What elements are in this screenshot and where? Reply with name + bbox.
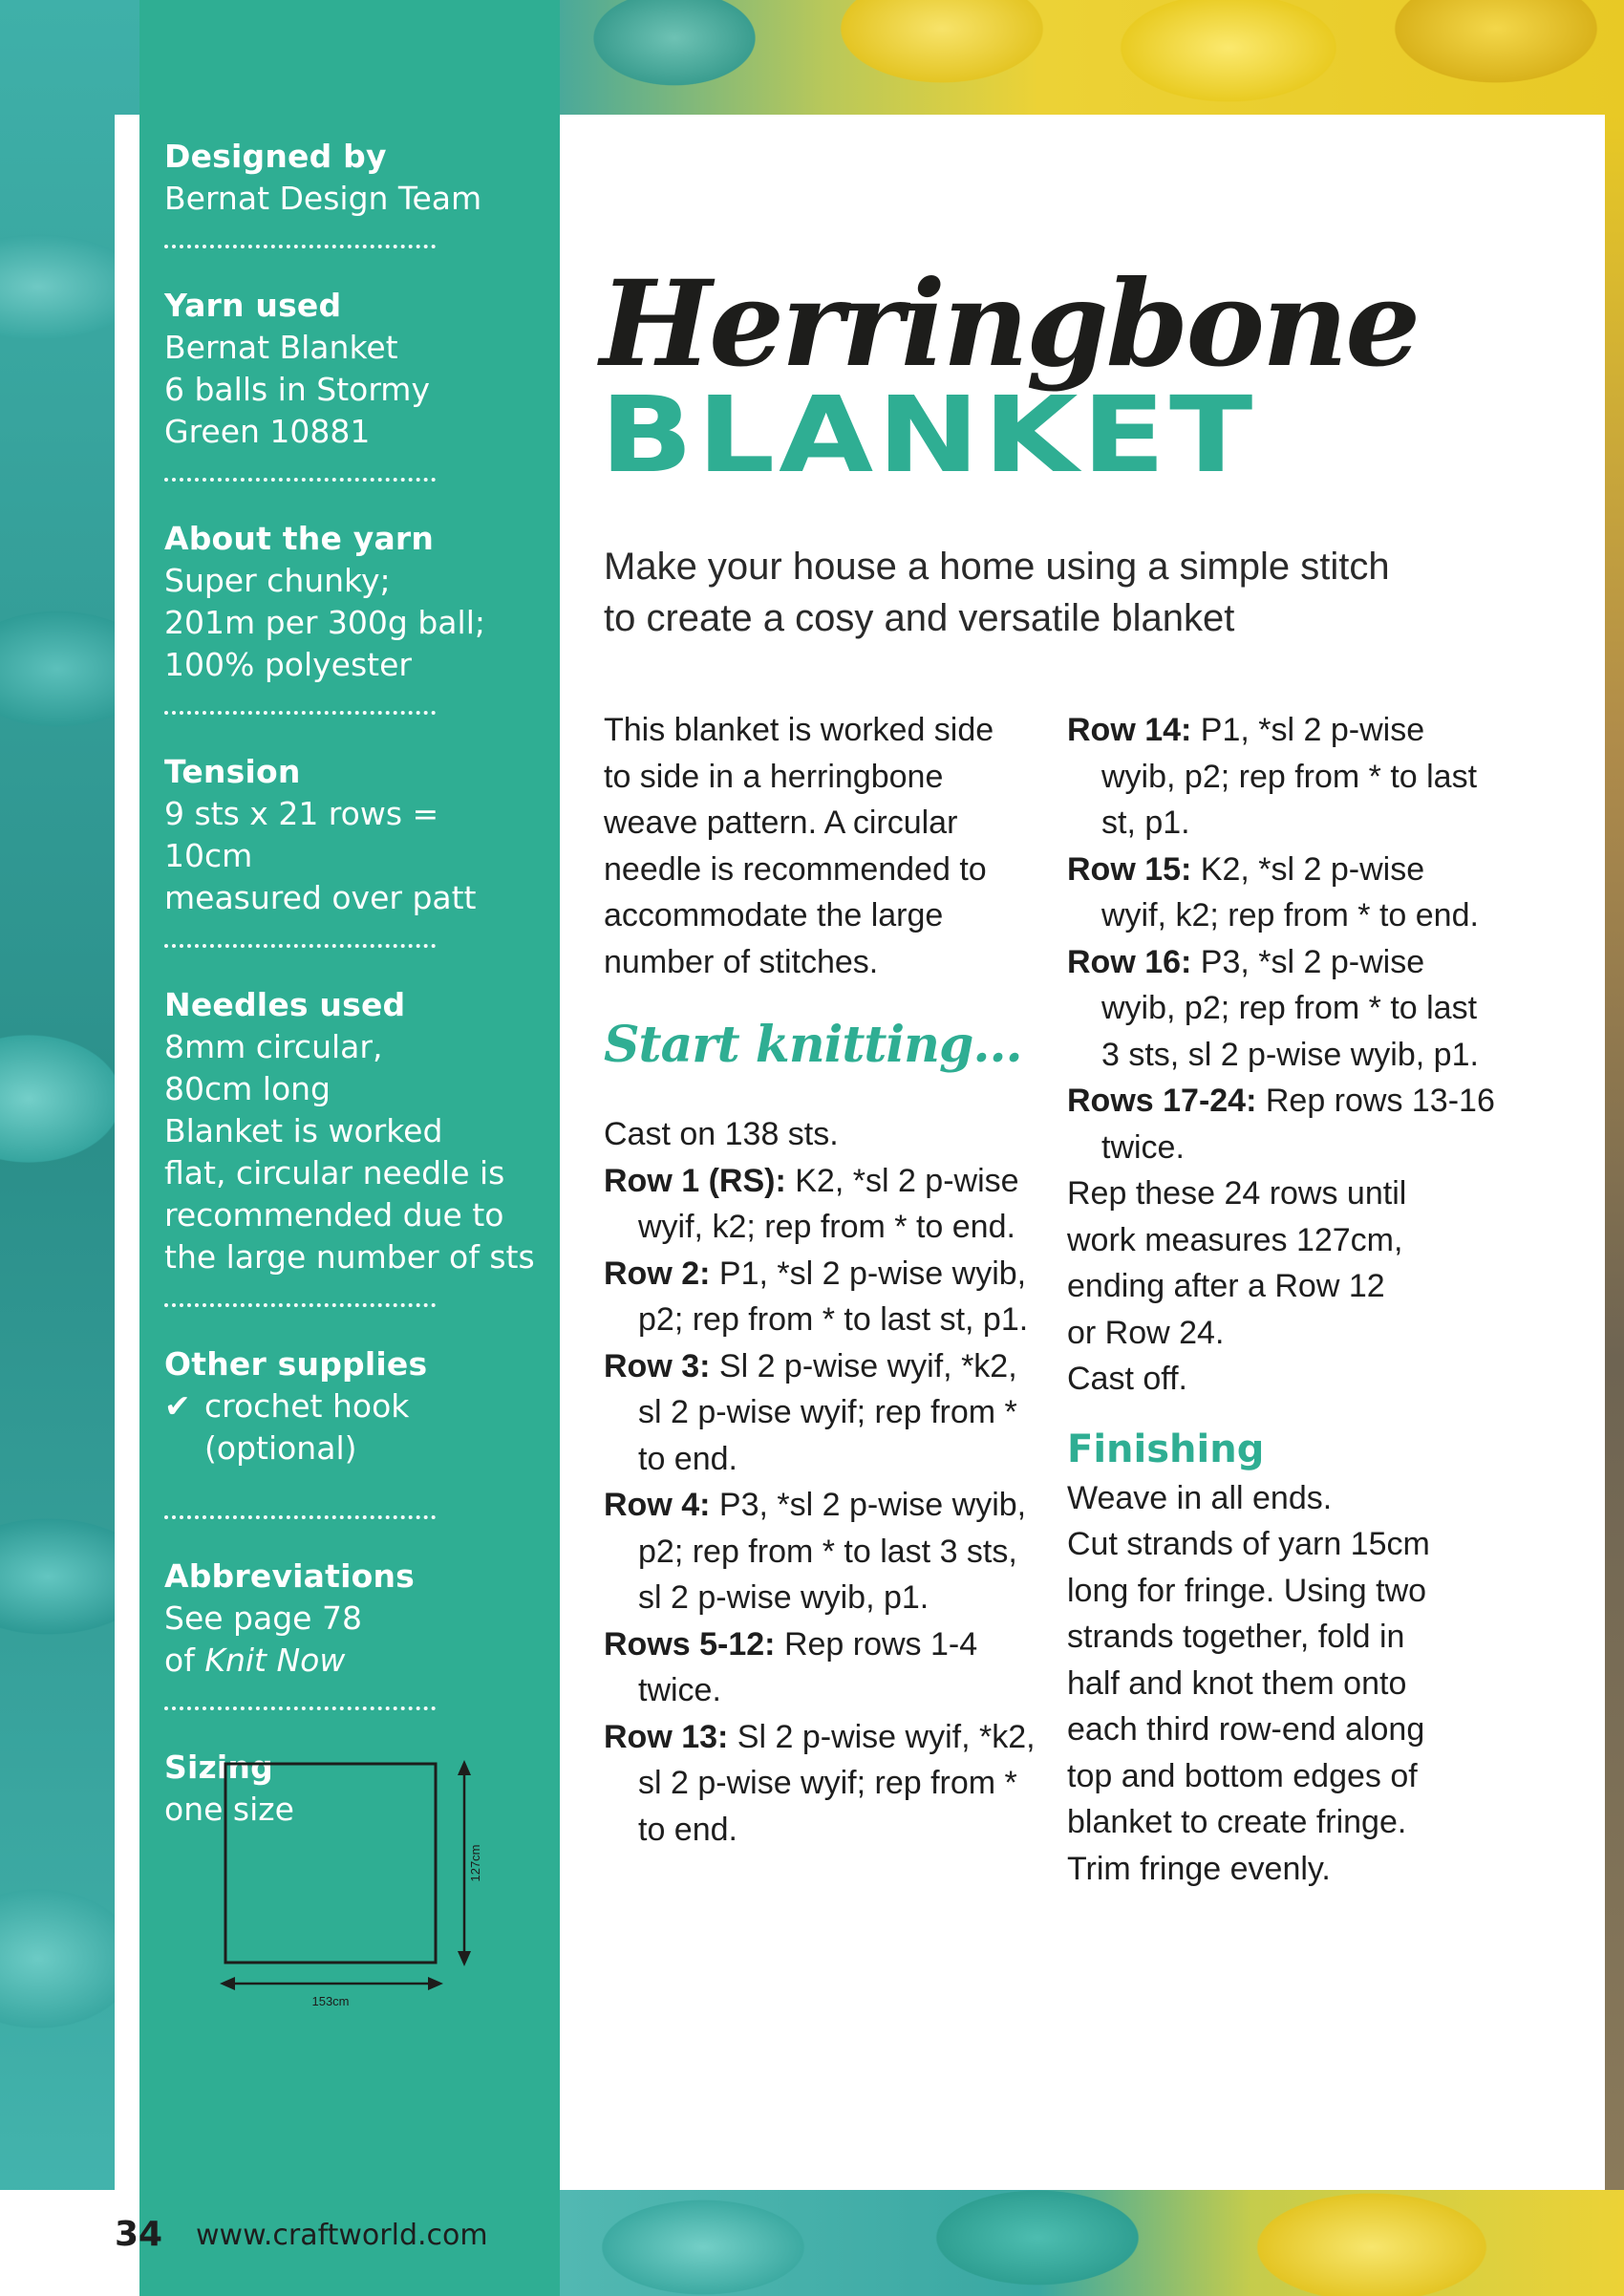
dotted-divider	[164, 1303, 436, 1307]
intro-line: needle is recommended to	[604, 850, 987, 888]
info-line: flat, circular needle is	[164, 1154, 505, 1191]
check-icon: ✔	[164, 1387, 191, 1425]
row-instruction: K2, *sl 2 p-wise wyif, k2; rep from * to end.	[638, 1162, 1019, 1245]
pattern-row	[1067, 707, 1497, 847]
info-line: 8mm circular,	[164, 1028, 383, 1065]
info-line	[164, 1640, 535, 1682]
supply-item	[164, 1385, 535, 1470]
row-instruction: P1, *sl 2 p-wise wyib, p2; rep from * to last st, p1.	[1101, 712, 1478, 841]
yarn-photo-right	[1605, 115, 1624, 2190]
row-label: Row 13:	[604, 1718, 729, 1755]
intro-line: accommodate the large	[604, 897, 944, 933]
info-line: 9 sts x 21 rows = 10cm	[164, 795, 439, 874]
row-label: Rows 17-24:	[1067, 1083, 1257, 1119]
row-label: Row 16:	[1067, 943, 1192, 980]
standfirst	[604, 541, 1483, 644]
row-instruction: Rep rows 13-16 twice.	[1101, 1083, 1495, 1166]
start-knitting-heading: Start knitting...	[604, 1016, 1022, 1074]
dotted-divider	[164, 245, 436, 248]
dotted-divider	[164, 478, 436, 482]
pattern-row	[604, 1343, 1043, 1483]
repeat-line: work measures 127cm,	[1067, 1221, 1403, 1258]
section-heading: Sizing	[164, 1749, 273, 1786]
size-value: one size	[164, 1791, 294, 1828]
section-heading: Other supplies	[164, 1345, 428, 1383]
intro-line: This blanket is worked side	[604, 712, 994, 748]
row-label: Rows 5-12:	[604, 1625, 776, 1663]
info-line: 6 balls in Stormy	[164, 371, 430, 408]
row-label: Row 4:	[604, 1487, 711, 1523]
designed-by-section	[164, 136, 535, 220]
intro-line: number of stitches.	[604, 943, 879, 980]
repeat-line: ending after a Row 12	[1067, 1268, 1385, 1304]
pattern-row	[604, 1158, 1043, 1251]
row-label: Row 3:	[604, 1347, 711, 1384]
arrow-head-icon	[220, 1977, 235, 1990]
repeat-line: or Row 24.	[1067, 1314, 1225, 1351]
standfirst-line: to create a cosy and versatile blanket	[604, 597, 1235, 639]
section-heading: Tension	[164, 753, 301, 790]
info-sidebar	[139, 0, 560, 2296]
website-url: www.craftworld.com	[196, 2219, 488, 2252]
size-diagram	[197, 1739, 522, 2026]
finishing-line: blanket to create fringe.	[1067, 1804, 1407, 1840]
section-heading: About the yarn	[164, 520, 435, 557]
row-instruction: Sl 2 p-wise wyif, *k2, sl 2 p-wise wyif; rep from * to end.	[638, 1718, 1036, 1848]
cast-on-line: Cast on 138 sts.	[604, 1116, 839, 1152]
section-heading: Abbreviations	[164, 1557, 416, 1595]
finishing-line: strands together, fold in	[1067, 1619, 1405, 1655]
finishing-line: each third row-end along	[1067, 1711, 1425, 1748]
dotted-divider	[164, 1515, 436, 1519]
needles-section	[164, 984, 535, 1278]
section-heading: Needles used	[164, 986, 406, 1023]
pattern-column-1	[604, 707, 1043, 1853]
yarn-photo-bottom	[560, 2190, 1624, 2296]
finishing-line: long for fringe. Using two	[1067, 1572, 1427, 1609]
width-label: 153cm	[311, 1994, 350, 2008]
pattern-row	[604, 1714, 1043, 1854]
other-supplies-section	[164, 1343, 535, 1470]
row-instruction: Sl 2 p-wise wyif, *k2, sl 2 p-wise wyif; rep from * to end.	[638, 1347, 1017, 1477]
intro-line: to side in a herringbone	[604, 758, 944, 795]
finishing-line: top and bottom edges of	[1067, 1757, 1418, 1794]
yarn-used-section	[164, 285, 535, 453]
pattern-row	[1067, 1078, 1497, 1170]
blanket-outline	[225, 1764, 436, 1963]
info-line: 80cm long	[164, 1070, 331, 1107]
info-line: Super chunky;	[164, 562, 391, 599]
info-line: Green 10881	[164, 413, 371, 450]
about-yarn-section	[164, 518, 535, 686]
cast-off-line: Cast off.	[1067, 1361, 1187, 1397]
title-script: Herringbone	[600, 255, 1419, 394]
info-line: Bernat Blanket	[164, 329, 398, 366]
tension-section	[164, 751, 535, 919]
dotted-divider	[164, 1706, 436, 1710]
height-label: 127cm	[468, 1844, 482, 1882]
of-word: of	[164, 1642, 195, 1679]
abbreviations-section	[164, 1556, 535, 1682]
dotted-divider	[164, 944, 436, 948]
row-label: Row 14:	[1067, 712, 1192, 748]
finishing-line: half and knot them onto	[1067, 1664, 1407, 1702]
finishing-line: Trim fringe evenly.	[1067, 1850, 1331, 1887]
finishing-line: Cut strands of yarn 15cm	[1067, 1526, 1430, 1562]
row-instruction: P3, *sl 2 p-wise wyib, p2; rep from * to last 3 sts, sl 2 p-wise wyib, p1.	[1101, 943, 1479, 1073]
designer-name: Bernat Design Team	[164, 180, 482, 217]
row-label: Row 1 (RS):	[604, 1162, 786, 1199]
info-line: See page 78	[164, 1599, 362, 1637]
row-instruction: Rep rows 1-4 twice.	[638, 1625, 978, 1708]
intro-line: weave pattern. A circular	[604, 805, 958, 841]
pattern-row	[1067, 939, 1497, 1079]
finishing-heading: Finishing	[1067, 1427, 1265, 1471]
info-line: the large number of sts	[164, 1238, 535, 1276]
repeat-line: Rep these 24 rows until	[1067, 1175, 1407, 1212]
dotted-divider	[164, 711, 436, 715]
section-heading: Yarn used	[164, 287, 342, 324]
yarn-photo-top	[560, 0, 1624, 115]
magazine-name: Knit Now	[204, 1642, 346, 1679]
info-line: 201m per 300g ball;	[164, 604, 485, 641]
pattern-row	[604, 1621, 1043, 1714]
standfirst-line: Make your house a home using a simple stitch	[604, 546, 1390, 588]
finishing-line: Weave in all ends.	[1067, 1479, 1333, 1516]
supply-name: crochet hook	[204, 1387, 410, 1425]
info-line: Blanket is worked	[164, 1112, 443, 1149]
row-label: Row 15:	[1067, 850, 1192, 888]
info-line: 100% polyester	[164, 646, 412, 683]
pattern-column-2	[1067, 707, 1497, 1892]
supply-note: (optional)	[204, 1429, 357, 1467]
pattern-row	[1067, 847, 1497, 939]
info-line: recommended due to	[164, 1196, 504, 1234]
row-label: Row 2:	[604, 1255, 711, 1292]
row-instruction: P1, *sl 2 p-wise wyib, p2; rep from * to last st, p1.	[638, 1255, 1029, 1338]
arrow-head-icon	[458, 1951, 471, 1966]
title-block: BLANKET	[600, 374, 1257, 497]
page-number: 34	[115, 2215, 163, 2254]
pattern-row	[604, 1482, 1043, 1621]
arrow-head-icon	[458, 1760, 471, 1775]
pattern-row	[604, 1251, 1043, 1343]
arrow-head-icon	[428, 1977, 443, 1990]
info-line: measured over patt	[164, 879, 477, 916]
section-heading: Designed by	[164, 138, 387, 175]
row-instruction: K2, *sl 2 p-wise wyif, k2; rep from * to end.	[1101, 850, 1479, 933]
row-instruction: P3, *sl 2 p-wise wyib, p2; rep from * to last 3 sts, sl 2 p-wise wyib, p1.	[638, 1487, 1027, 1616]
